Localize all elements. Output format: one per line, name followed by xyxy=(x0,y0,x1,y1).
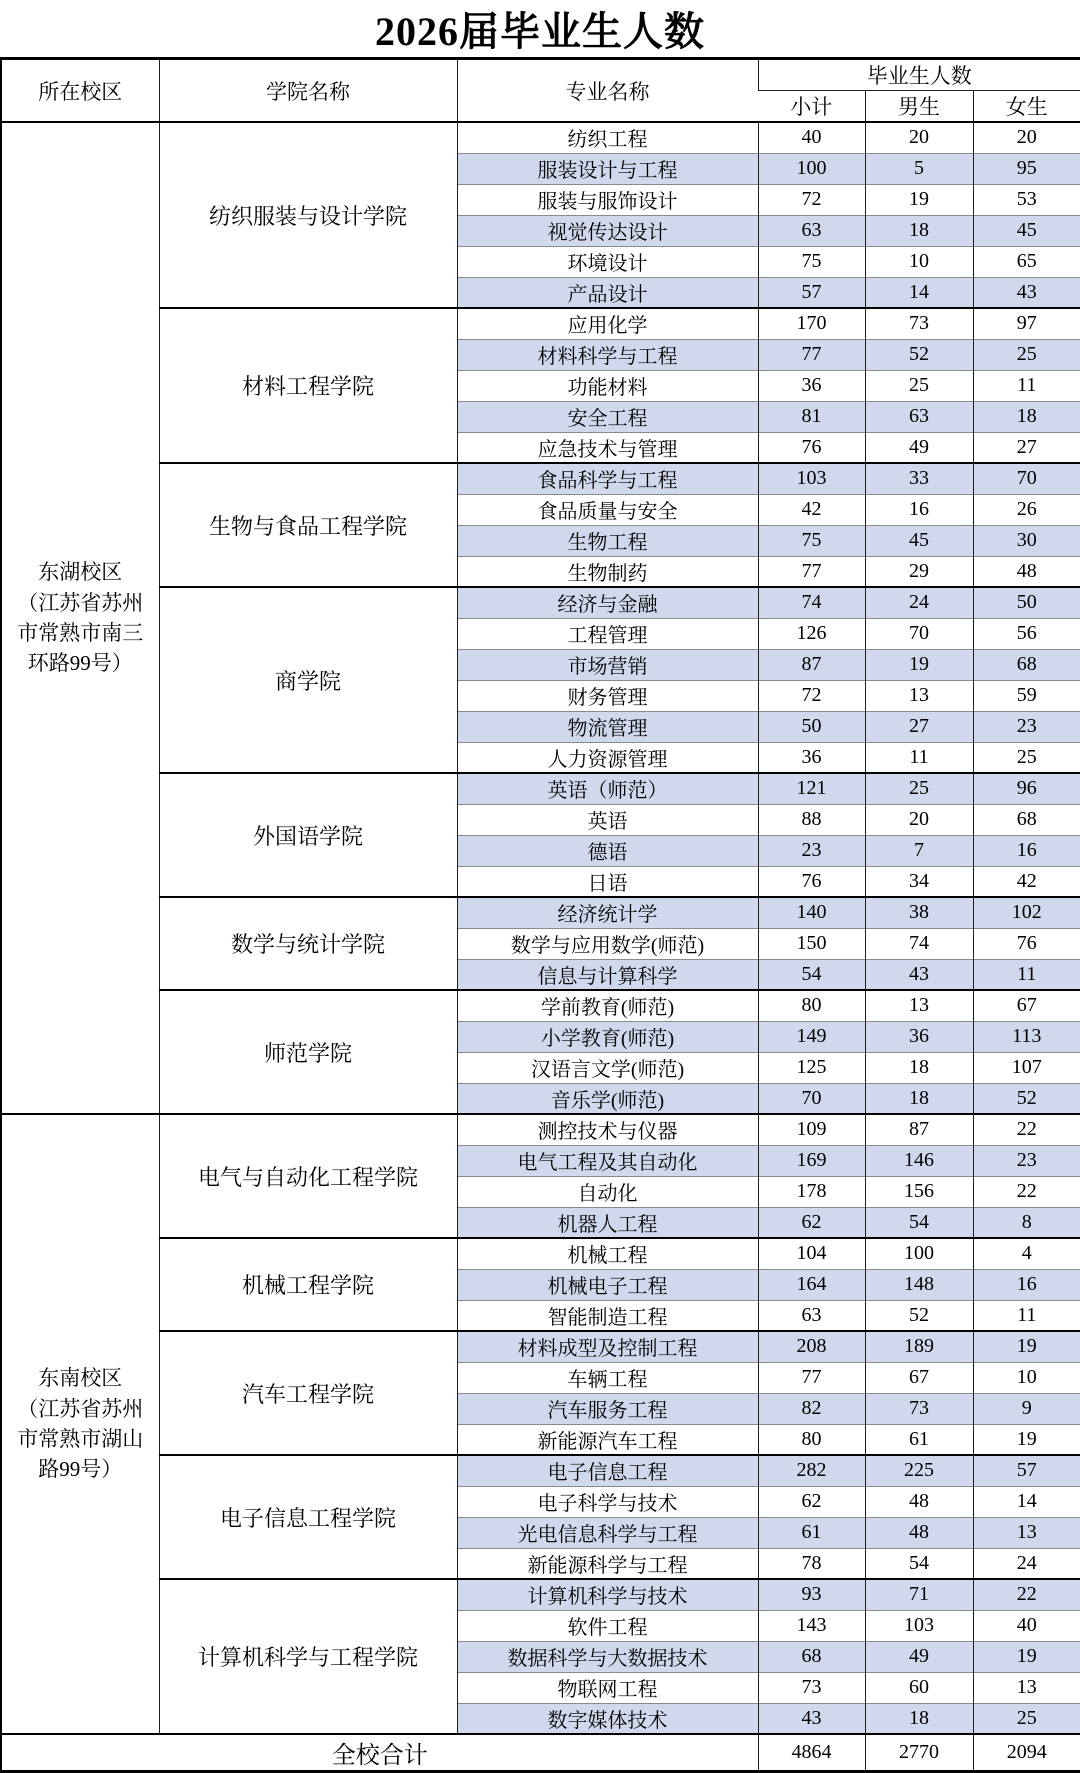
subtotal-cell: 178 xyxy=(758,1176,865,1207)
male-cell: 36 xyxy=(865,1021,973,1052)
male-cell: 16 xyxy=(865,494,973,525)
campus-name: 东湖校区 xyxy=(38,560,123,585)
table-row xyxy=(1,122,1080,153)
major-cell: 机械工程 xyxy=(457,1238,758,1269)
male-cell: 29 xyxy=(865,556,973,587)
female-cell: 67 xyxy=(973,990,1080,1021)
female-cell: 68 xyxy=(973,649,1080,680)
male-cell: 87 xyxy=(865,1114,973,1145)
female-cell: 96 xyxy=(973,773,1080,804)
subtotal-cell: 72 xyxy=(758,184,865,215)
female-cell: 19 xyxy=(973,1641,1080,1672)
male-cell: 27 xyxy=(865,711,973,742)
header-campus: 所在校区 xyxy=(1,59,159,123)
male-cell: 24 xyxy=(865,587,973,618)
major-cell: 英语（师范） xyxy=(457,773,758,804)
major-cell: 产品设计 xyxy=(457,277,758,308)
subtotal-cell: 36 xyxy=(758,742,865,773)
major-cell: 电子信息工程 xyxy=(457,1455,758,1486)
subtotal-cell: 104 xyxy=(758,1238,865,1269)
major-cell: 汽车服务工程 xyxy=(457,1393,758,1424)
subtotal-cell: 63 xyxy=(758,215,865,246)
female-cell: 59 xyxy=(973,680,1080,711)
subtotal-cell: 77 xyxy=(758,556,865,587)
total-label: 全校合计 xyxy=(1,1734,758,1772)
male-cell: 100 xyxy=(865,1238,973,1269)
subtotal-cell: 208 xyxy=(758,1331,865,1362)
female-cell: 14 xyxy=(973,1486,1080,1517)
subtotal-cell: 40 xyxy=(758,122,865,153)
subtotal-cell: 100 xyxy=(758,153,865,184)
major-cell: 新能源科学与工程 xyxy=(457,1548,758,1579)
subtotal-cell: 125 xyxy=(758,1052,865,1083)
subtotal-cell: 76 xyxy=(758,866,865,897)
female-cell: 4 xyxy=(973,1238,1080,1269)
major-cell: 安全工程 xyxy=(457,401,758,432)
major-cell: 机械电子工程 xyxy=(457,1269,758,1300)
female-cell: 53 xyxy=(973,184,1080,215)
table-row xyxy=(1,1238,1080,1269)
subtotal-cell: 72 xyxy=(758,680,865,711)
college-cell: 电气与自动化工程学院 xyxy=(159,1114,457,1238)
major-cell: 应急技术与管理 xyxy=(457,432,758,463)
subtotal-cell: 170 xyxy=(758,308,865,339)
college-cell: 汽车工程学院 xyxy=(159,1331,457,1455)
major-cell: 工程管理 xyxy=(457,618,758,649)
male-cell: 5 xyxy=(865,153,973,184)
major-cell: 智能制造工程 xyxy=(457,1300,758,1331)
male-cell: 25 xyxy=(865,773,973,804)
male-cell: 49 xyxy=(865,1641,973,1672)
subtotal-cell: 76 xyxy=(758,432,865,463)
male-cell: 103 xyxy=(865,1610,973,1641)
table-row xyxy=(1,463,1080,494)
female-cell: 48 xyxy=(973,556,1080,587)
female-cell: 50 xyxy=(973,587,1080,618)
major-cell: 材料成型及控制工程 xyxy=(457,1331,758,1362)
major-cell: 计算机科学与技术 xyxy=(457,1579,758,1610)
college-cell: 商学院 xyxy=(159,587,457,773)
subtotal-cell: 61 xyxy=(758,1517,865,1548)
female-cell: 13 xyxy=(973,1517,1080,1548)
college-cell: 纺织服装与设计学院 xyxy=(159,122,457,308)
female-cell: 25 xyxy=(973,742,1080,773)
male-cell: 52 xyxy=(865,339,973,370)
major-cell: 汉语言文学(师范) xyxy=(457,1052,758,1083)
male-cell: 225 xyxy=(865,1455,973,1486)
total-female: 2094 xyxy=(973,1734,1080,1772)
major-cell: 财务管理 xyxy=(457,680,758,711)
male-cell: 48 xyxy=(865,1486,973,1517)
male-cell: 20 xyxy=(865,804,973,835)
female-cell: 13 xyxy=(973,1672,1080,1703)
major-cell: 数字媒体技术 xyxy=(457,1703,758,1734)
college-cell: 电子信息工程学院 xyxy=(159,1455,457,1579)
graduates-table xyxy=(0,57,1080,1773)
table-row xyxy=(1,1579,1080,1610)
major-cell: 日语 xyxy=(457,866,758,897)
subtotal-cell: 121 xyxy=(758,773,865,804)
table-header xyxy=(1,59,1080,123)
subtotal-cell: 43 xyxy=(758,1703,865,1734)
header-graduate-count-group: 毕业生人数 xyxy=(758,59,1080,91)
subtotal-cell: 169 xyxy=(758,1145,865,1176)
subtotal-cell: 93 xyxy=(758,1579,865,1610)
major-cell: 学前教育(师范) xyxy=(457,990,758,1021)
male-cell: 25 xyxy=(865,370,973,401)
female-cell: 11 xyxy=(973,370,1080,401)
subtotal-cell: 87 xyxy=(758,649,865,680)
subtotal-cell: 75 xyxy=(758,246,865,277)
female-cell: 65 xyxy=(973,246,1080,277)
male-cell: 38 xyxy=(865,897,973,928)
male-cell: 54 xyxy=(865,1207,973,1238)
header-male: 男生 xyxy=(865,91,973,123)
campus-address: （江苏省苏州市常熟市湖山路99号） xyxy=(17,1396,144,1482)
female-cell: 20 xyxy=(973,122,1080,153)
major-cell: 视觉传达设计 xyxy=(457,215,758,246)
female-cell: 70 xyxy=(973,463,1080,494)
major-cell: 纺织工程 xyxy=(457,122,758,153)
campus-cell xyxy=(1,1114,159,1734)
male-cell: 18 xyxy=(865,1703,973,1734)
female-cell: 24 xyxy=(973,1548,1080,1579)
major-cell: 生物工程 xyxy=(457,525,758,556)
subtotal-cell: 140 xyxy=(758,897,865,928)
subtotal-cell: 82 xyxy=(758,1393,865,1424)
male-cell: 10 xyxy=(865,246,973,277)
subtotal-cell: 50 xyxy=(758,711,865,742)
subtotal-cell: 80 xyxy=(758,990,865,1021)
female-cell: 113 xyxy=(973,1021,1080,1052)
table-row xyxy=(1,1114,1080,1145)
female-cell: 11 xyxy=(973,1300,1080,1331)
male-cell: 48 xyxy=(865,1517,973,1548)
college-cell: 外国语学院 xyxy=(159,773,457,897)
college-cell: 数学与统计学院 xyxy=(159,897,457,990)
subtotal-cell: 282 xyxy=(758,1455,865,1486)
major-cell: 环境设计 xyxy=(457,246,758,277)
subtotal-cell: 126 xyxy=(758,618,865,649)
subtotal-cell: 164 xyxy=(758,1269,865,1300)
major-cell: 材料科学与工程 xyxy=(457,339,758,370)
male-cell: 45 xyxy=(865,525,973,556)
campus-name: 东南校区 xyxy=(38,1366,123,1391)
subtotal-cell: 36 xyxy=(758,370,865,401)
subtotal-cell: 75 xyxy=(758,525,865,556)
major-cell: 德语 xyxy=(457,835,758,866)
college-cell: 材料工程学院 xyxy=(159,308,457,463)
female-cell: 22 xyxy=(973,1114,1080,1145)
page-title: 2026届毕业生人数 xyxy=(375,9,705,54)
total-subtotal: 4864 xyxy=(758,1734,865,1772)
male-cell: 146 xyxy=(865,1145,973,1176)
male-cell: 67 xyxy=(865,1362,973,1393)
major-cell: 电气工程及其自动化 xyxy=(457,1145,758,1176)
major-cell: 食品质量与安全 xyxy=(457,494,758,525)
subtotal-cell: 54 xyxy=(758,959,865,990)
subtotal-cell: 62 xyxy=(758,1207,865,1238)
female-cell: 19 xyxy=(973,1424,1080,1455)
table-row xyxy=(1,1455,1080,1486)
male-cell: 19 xyxy=(865,184,973,215)
female-cell: 25 xyxy=(973,339,1080,370)
female-cell: 9 xyxy=(973,1393,1080,1424)
female-cell: 107 xyxy=(973,1052,1080,1083)
table-row xyxy=(1,308,1080,339)
female-cell: 43 xyxy=(973,277,1080,308)
male-cell: 11 xyxy=(865,742,973,773)
table-row xyxy=(1,587,1080,618)
subtotal-cell: 73 xyxy=(758,1672,865,1703)
header-row-1 xyxy=(1,59,1080,91)
female-cell: 25 xyxy=(973,1703,1080,1734)
subtotal-cell: 62 xyxy=(758,1486,865,1517)
major-cell: 经济统计学 xyxy=(457,897,758,928)
table-row xyxy=(1,1331,1080,1362)
subtotal-cell: 81 xyxy=(758,401,865,432)
male-cell: 71 xyxy=(865,1579,973,1610)
male-cell: 60 xyxy=(865,1672,973,1703)
female-cell: 68 xyxy=(973,804,1080,835)
major-cell: 车辆工程 xyxy=(457,1362,758,1393)
major-cell: 数据科学与大数据技术 xyxy=(457,1641,758,1672)
subtotal-cell: 150 xyxy=(758,928,865,959)
male-cell: 14 xyxy=(865,277,973,308)
subtotal-cell: 68 xyxy=(758,1641,865,1672)
subtotal-cell: 109 xyxy=(758,1114,865,1145)
subtotal-cell: 80 xyxy=(758,1424,865,1455)
table-body xyxy=(1,122,1080,1734)
major-cell: 市场营销 xyxy=(457,649,758,680)
subtotal-cell: 23 xyxy=(758,835,865,866)
major-cell: 物流管理 xyxy=(457,711,758,742)
major-cell: 软件工程 xyxy=(457,1610,758,1641)
subtotal-cell: 57 xyxy=(758,277,865,308)
female-cell: 102 xyxy=(973,897,1080,928)
campus-cell xyxy=(1,122,159,1114)
major-cell: 机器人工程 xyxy=(457,1207,758,1238)
female-cell: 10 xyxy=(973,1362,1080,1393)
male-cell: 148 xyxy=(865,1269,973,1300)
major-cell: 测控技术与仪器 xyxy=(457,1114,758,1145)
female-cell: 18 xyxy=(973,401,1080,432)
male-cell: 7 xyxy=(865,835,973,866)
subtotal-cell: 77 xyxy=(758,339,865,370)
female-cell: 95 xyxy=(973,153,1080,184)
major-cell: 服装设计与工程 xyxy=(457,153,758,184)
subtotal-cell: 42 xyxy=(758,494,865,525)
female-cell: 52 xyxy=(973,1083,1080,1114)
male-cell: 18 xyxy=(865,1083,973,1114)
major-cell: 新能源汽车工程 xyxy=(457,1424,758,1455)
female-cell: 27 xyxy=(973,432,1080,463)
subtotal-cell: 70 xyxy=(758,1083,865,1114)
male-cell: 18 xyxy=(865,215,973,246)
male-cell: 33 xyxy=(865,463,973,494)
major-cell: 物联网工程 xyxy=(457,1672,758,1703)
female-cell: 76 xyxy=(973,928,1080,959)
table-row xyxy=(1,897,1080,928)
female-cell: 22 xyxy=(973,1579,1080,1610)
subtotal-cell: 143 xyxy=(758,1610,865,1641)
table-row xyxy=(1,773,1080,804)
major-cell: 生物制药 xyxy=(457,556,758,587)
major-cell: 应用化学 xyxy=(457,308,758,339)
male-cell: 49 xyxy=(865,432,973,463)
male-cell: 73 xyxy=(865,1393,973,1424)
male-cell: 13 xyxy=(865,680,973,711)
female-cell: 56 xyxy=(973,618,1080,649)
male-cell: 20 xyxy=(865,122,973,153)
college-cell: 生物与食品工程学院 xyxy=(159,463,457,587)
major-cell: 食品科学与工程 xyxy=(457,463,758,494)
header-college: 学院名称 xyxy=(159,59,457,123)
male-cell: 34 xyxy=(865,866,973,897)
campus-address: （江苏省苏州市常熟市南三环路99号） xyxy=(17,590,144,676)
major-cell: 英语 xyxy=(457,804,758,835)
major-cell: 自动化 xyxy=(457,1176,758,1207)
male-cell: 18 xyxy=(865,1052,973,1083)
college-cell: 师范学院 xyxy=(159,990,457,1114)
table-row xyxy=(1,990,1080,1021)
major-cell: 光电信息科学与工程 xyxy=(457,1517,758,1548)
female-cell: 22 xyxy=(973,1176,1080,1207)
male-cell: 70 xyxy=(865,618,973,649)
subtotal-cell: 149 xyxy=(758,1021,865,1052)
female-cell: 30 xyxy=(973,525,1080,556)
female-cell: 16 xyxy=(973,1269,1080,1300)
male-cell: 74 xyxy=(865,928,973,959)
header-female: 女生 xyxy=(973,91,1080,123)
male-cell: 43 xyxy=(865,959,973,990)
female-cell: 19 xyxy=(973,1331,1080,1362)
header-subtotal: 小计 xyxy=(758,91,865,123)
female-cell: 16 xyxy=(973,835,1080,866)
major-cell: 小学教育(师范) xyxy=(457,1021,758,1052)
college-cell: 计算机科学与工程学院 xyxy=(159,1579,457,1734)
subtotal-cell: 103 xyxy=(758,463,865,494)
male-cell: 13 xyxy=(865,990,973,1021)
female-cell: 23 xyxy=(973,711,1080,742)
major-cell: 信息与计算科学 xyxy=(457,959,758,990)
major-cell: 数学与应用数学(师范) xyxy=(457,928,758,959)
subtotal-cell: 78 xyxy=(758,1548,865,1579)
major-cell: 人力资源管理 xyxy=(457,742,758,773)
male-cell: 19 xyxy=(865,649,973,680)
male-cell: 54 xyxy=(865,1548,973,1579)
major-cell: 服装与服饰设计 xyxy=(457,184,758,215)
female-cell: 45 xyxy=(973,215,1080,246)
major-cell: 音乐学(师范) xyxy=(457,1083,758,1114)
female-cell: 40 xyxy=(973,1610,1080,1641)
female-cell: 23 xyxy=(973,1145,1080,1176)
subtotal-cell: 63 xyxy=(758,1300,865,1331)
male-cell: 189 xyxy=(865,1331,973,1362)
total-male: 2770 xyxy=(865,1734,973,1772)
major-cell: 经济与金融 xyxy=(457,587,758,618)
male-cell: 61 xyxy=(865,1424,973,1455)
header-major: 专业名称 xyxy=(457,59,758,123)
subtotal-cell: 88 xyxy=(758,804,865,835)
subtotal-cell: 77 xyxy=(758,1362,865,1393)
female-cell: 57 xyxy=(973,1455,1080,1486)
male-cell: 73 xyxy=(865,308,973,339)
subtotal-cell: 74 xyxy=(758,587,865,618)
female-cell: 11 xyxy=(973,959,1080,990)
female-cell: 97 xyxy=(973,308,1080,339)
major-cell: 功能材料 xyxy=(457,370,758,401)
female-cell: 26 xyxy=(973,494,1080,525)
male-cell: 156 xyxy=(865,1176,973,1207)
college-cell: 机械工程学院 xyxy=(159,1238,457,1331)
major-cell: 电子科学与技术 xyxy=(457,1486,758,1517)
female-cell: 42 xyxy=(973,866,1080,897)
male-cell: 63 xyxy=(865,401,973,432)
female-cell: 8 xyxy=(973,1207,1080,1238)
male-cell: 52 xyxy=(865,1300,973,1331)
